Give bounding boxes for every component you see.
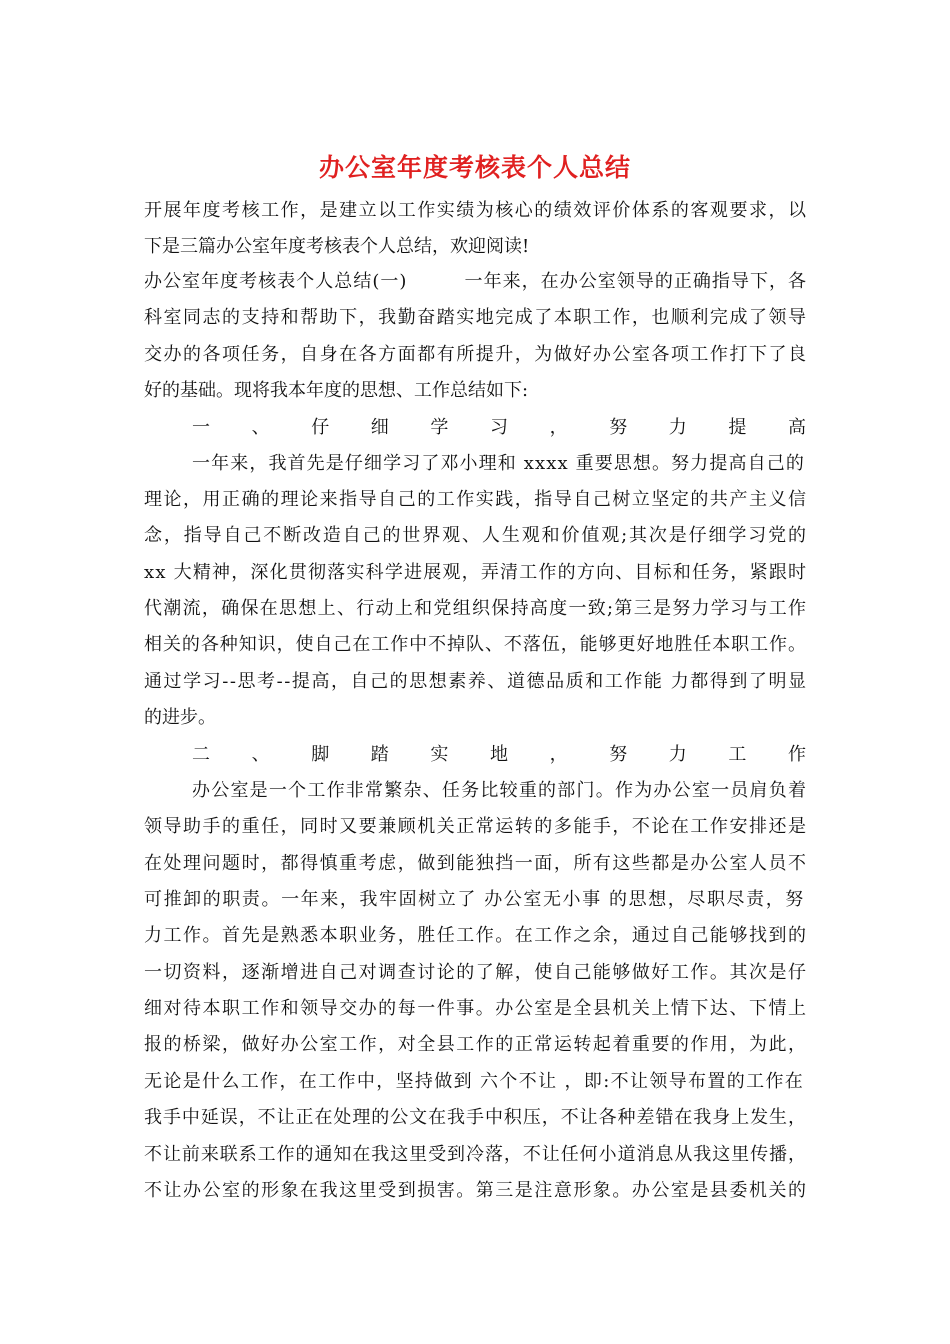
paragraph-line: 一年来，我首先是仔细学习了邓小理和 xxxx 重要思想。努力提高自己的 bbox=[192, 453, 805, 474]
paragraph-line: 领导助手的重任，同时又要兼顾机关正常运转的多能手，不论在工作安排还是 bbox=[144, 816, 808, 837]
paragraph-line: 可推卸的职责。一年来，我牢固树立了 办公室无小事 的思想，尽职尽责，努 bbox=[144, 889, 805, 910]
section-heading: 二、脚踏实地，努力工作 bbox=[192, 744, 848, 765]
paragraph-line: xx 大精神，深化贯彻落实科学进展观，弄清工作的方向、目标和任务，紧跟时 bbox=[144, 562, 808, 583]
paragraph-line: 下是三篇办公室年度考核表个人总结，欢迎阅读! bbox=[144, 236, 530, 257]
paragraph-line: 开展年度考核工作，是建立以工作实绩为核心的绩效评价体系的客观要求，以 bbox=[144, 200, 808, 221]
paragraph-line: 细对待本职工作和领导交办的每一件事。办公室是全县机关上情下达、下情上 bbox=[144, 998, 808, 1019]
paragraph-line: 我手中延误，不让正在处理的公文在我手中积压，不让各种差错在我身上发生， bbox=[144, 1107, 807, 1128]
section-heading: 一、仔细学习，努力提高 bbox=[192, 417, 848, 438]
paragraph-line: 理论，用正确的理论来指导自己的工作实践，指导自己树立坚定的共产主义信 bbox=[144, 489, 808, 510]
paragraph-line: 不让办公室的形象在我这里受到损害。第三是注意形象。办公室是县委机关的 bbox=[144, 1180, 808, 1201]
paragraph-line: 通过学习--思考--提高，自己的思想素养、道德品质和工作能 力都得到了明显 bbox=[144, 671, 808, 692]
paragraph-line: 相关的各种知识，使自己在工作中不掉队、不落伍，能够更好地胜任本职工作。 bbox=[144, 634, 807, 655]
paragraph-line: 代潮流，确保在思想上、行动上和党组织保持高度一致;第三是努力学习与工作 bbox=[144, 598, 808, 619]
paragraph-line: 科室同志的支持和帮助下，我勤奋踏实地完成了本职工作，也顺利完成了领导 bbox=[144, 307, 808, 328]
paragraph-line: 在处理问题时，都得慎重考虑，做到能独挡一面，所有这些都是办公室人员不 bbox=[144, 853, 808, 874]
paragraph-line: 一切资料，逐渐增进自己对调查讨论的了解，使自己能够做好工作。其次是仔 bbox=[144, 962, 808, 983]
paragraph-line: 力工作。首先是熟悉本职业务，胜任工作。在工作之余，通过自己能够找到的 bbox=[144, 925, 808, 946]
paragraph-line: 的进步。 bbox=[144, 707, 216, 728]
paragraph-line: 办公室年度考核表个人总结(一) 一年来，在办公室领导的正确指导下，各 bbox=[144, 271, 808, 292]
paragraph-line: 办公室是一个工作非常繁杂、任务比较重的部门。作为办公室一员肩负着 bbox=[192, 780, 808, 801]
document-title: 办公室年度考核表个人总结 bbox=[318, 153, 631, 182]
paragraph-line: 报的桥梁，做好办公室工作，对全县工作的正常运转起着重要的作用，为此， bbox=[144, 1034, 808, 1055]
paragraph-line: 无论是什么工作，在工作中，坚持做到 六个不让 ，即:不让领导布置的工作在 bbox=[144, 1071, 805, 1092]
paragraph-line: 好的基础。现将我本年度的思想、工作总结如下: bbox=[144, 380, 529, 401]
paragraph-line: 不让前来联系工作的通知在我这里受到冷落，不让任何小道消息从我这里传播， bbox=[144, 1144, 807, 1165]
paragraph-line: 交办的各项任务，自身在各方面都有所提升，为做好办公室各项工作打下了良 bbox=[144, 344, 808, 365]
paragraph-line: 念，指导自己不断改造自己的世界观、人生观和价值观;其次是仔细学习党的 bbox=[144, 525, 808, 546]
